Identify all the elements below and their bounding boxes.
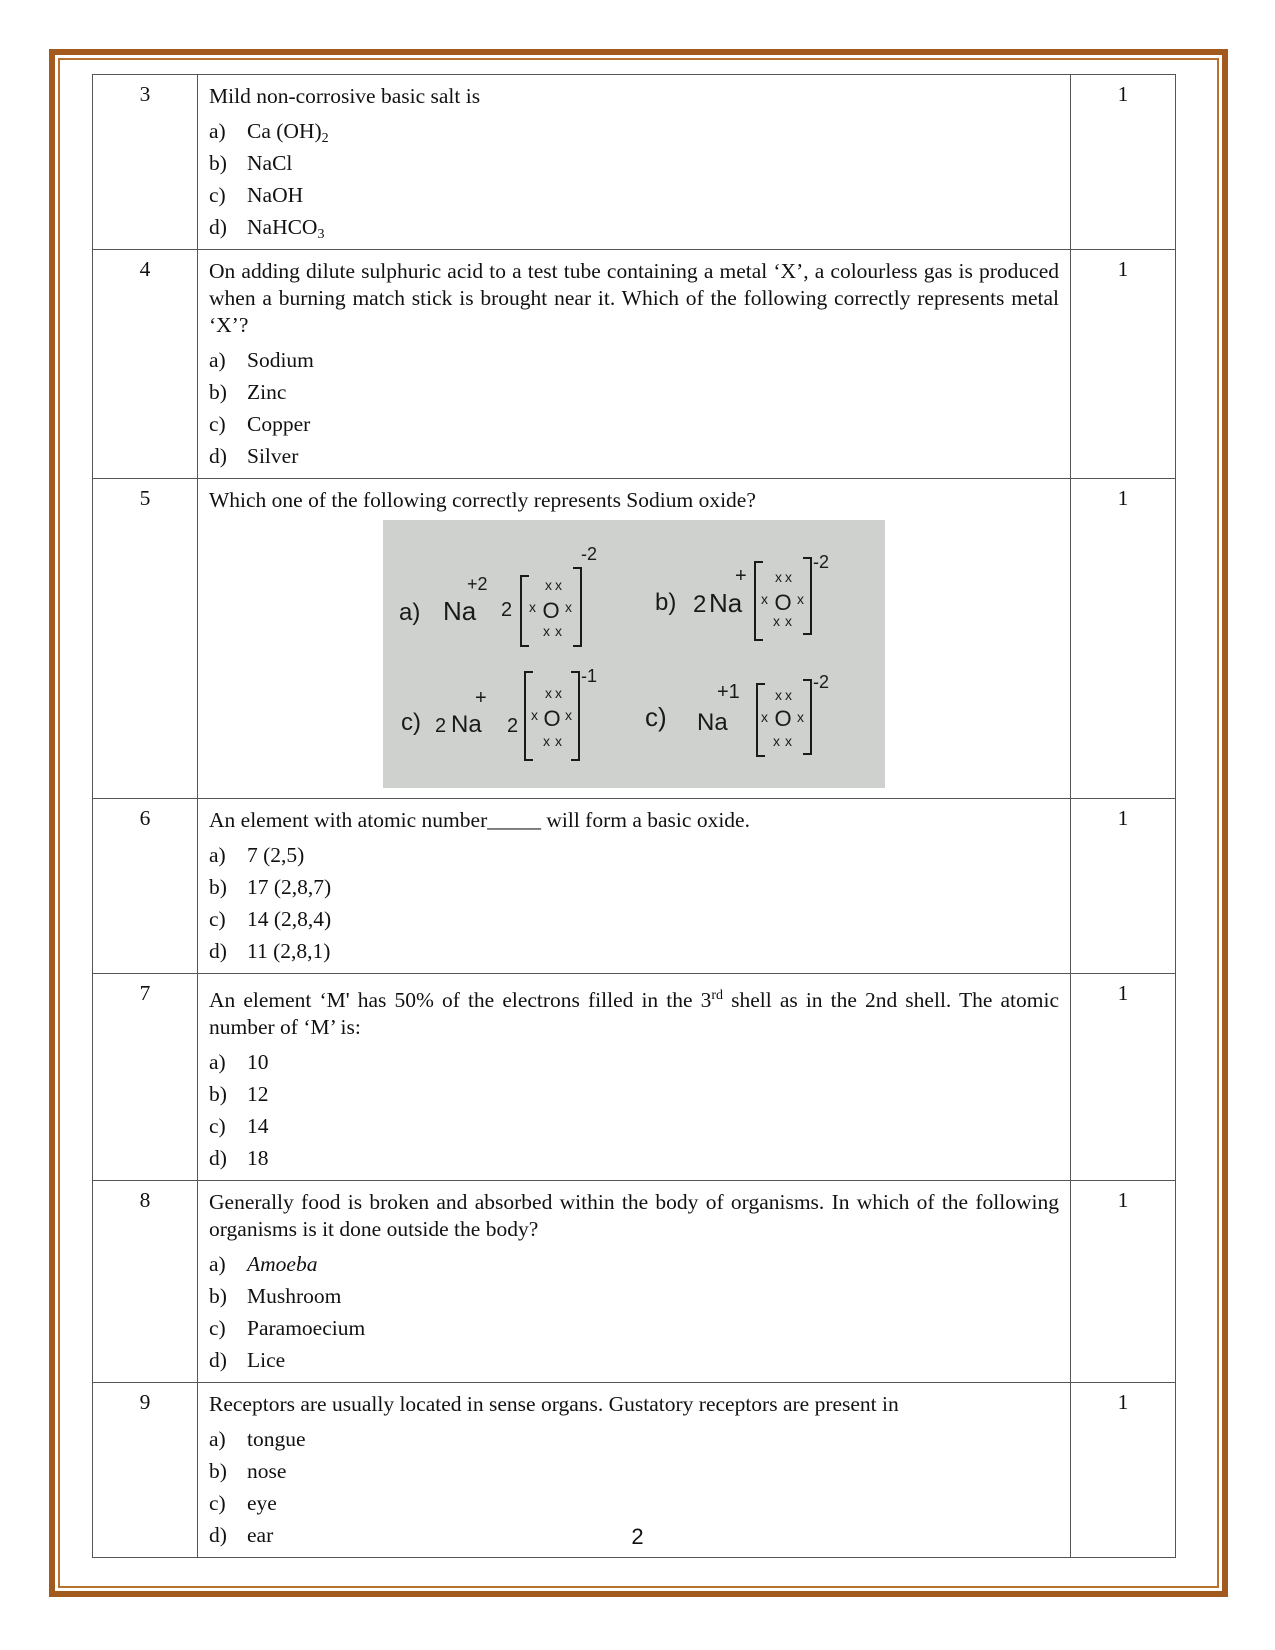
page-number: 2 <box>631 1524 644 1549</box>
option-c: c) Paramoecium <box>209 1316 366 1340</box>
question-row-3 <box>93 75 1176 250</box>
question-row-7 <box>93 974 1176 1181</box>
question-number: 6 <box>93 799 198 974</box>
question-number: 4 <box>93 250 198 479</box>
svg-text:x: x <box>555 733 562 749</box>
svg-text:x: x <box>555 577 562 593</box>
structure-c <box>401 666 597 760</box>
question-number: 5 <box>93 479 198 799</box>
structure-b <box>655 552 829 640</box>
svg-text:x: x <box>531 707 538 723</box>
question-marks: 1 <box>1071 479 1176 799</box>
question-body <box>198 479 1071 799</box>
question-number: 9 <box>93 1383 198 1558</box>
svg-text:-2: -2 <box>581 544 598 564</box>
question-marks: 1 <box>1071 75 1176 250</box>
svg-text:x: x <box>555 623 562 639</box>
svg-text:O: O <box>774 590 792 615</box>
svg-text:+2: +2 <box>467 574 488 594</box>
svg-text:x: x <box>761 709 768 725</box>
question-marks: 1 <box>1071 1181 1176 1383</box>
svg-text:x: x <box>775 687 782 703</box>
option-a: a) 10 <box>209 1050 269 1074</box>
svg-text:2: 2 <box>507 715 519 737</box>
svg-text:x: x <box>545 577 552 593</box>
question-text: Which one of the following correctly represents Sodium oxide? <box>209 488 756 512</box>
question-marks: 1 <box>1071 799 1176 974</box>
question-body <box>198 974 1071 1181</box>
question-row-4 <box>93 250 1176 479</box>
question-row-8 <box>93 1181 1176 1383</box>
question-text: Generally food is broken and absorbed within the body of organisms. In which of the following organisms is it done outside the body? <box>209 1190 1059 1241</box>
svg-text:x: x <box>785 733 792 749</box>
svg-text:x: x <box>785 687 792 703</box>
question-body <box>198 250 1071 479</box>
option-c: c) eye <box>209 1491 277 1515</box>
option-b: b) NaCl <box>209 151 293 175</box>
question-number: 8 <box>93 1181 198 1383</box>
option-a: a) tongue <box>209 1427 306 1451</box>
option-c: c) 14 <box>209 1114 269 1138</box>
svg-text:x: x <box>773 733 780 749</box>
svg-text:x: x <box>797 591 804 607</box>
svg-text:x: x <box>543 623 550 639</box>
option-d: d) Silver <box>209 444 299 468</box>
question-text: On adding dilute sulphuric acid to a test tube containing a metal ‘X’, a colourless gas is produced when a burning match stick is brought near it. Which of the following correctly represents metal ‘X’? <box>209 259 1059 337</box>
svg-text:-1: -1 <box>581 666 598 686</box>
option-a: a) Sodium <box>209 348 314 372</box>
option-b: b) nose <box>209 1459 287 1483</box>
option-a: a) Ca $(OH)_2$ <box>209 119 329 146</box>
svg-text:O: O <box>543 706 561 731</box>
svg-text:Na: Na <box>709 588 743 618</box>
question-row-5 <box>93 479 1176 799</box>
question-text: An element ‘M' has 50% of the electrons filled in the 3rd shell as in the 2nd shell. The atomic number of ‘M’ is: <box>209 988 1060 1039</box>
svg-text:x: x <box>555 685 562 701</box>
question-number: 7 <box>93 974 198 1181</box>
question-marks: 1 <box>1071 974 1176 1181</box>
svg-text:x: x <box>797 709 804 725</box>
svg-text:b): b) <box>655 589 677 616</box>
svg-text:x: x <box>773 613 780 629</box>
svg-text:-2: -2 <box>813 552 830 572</box>
svg-text:Na: Na <box>443 596 477 626</box>
question-body <box>198 75 1071 250</box>
svg-text:a): a) <box>399 599 421 626</box>
question-marks: 1 <box>1071 250 1176 479</box>
svg-text:x: x <box>529 599 536 615</box>
svg-text:2: 2 <box>501 599 513 621</box>
option-c: c) Copper <box>209 412 311 436</box>
svg-text:x: x <box>775 569 782 585</box>
question-text: Receptors are usually located in sense organs. Gustatory receptors are present in <box>209 1392 899 1416</box>
svg-text:x: x <box>761 591 768 607</box>
question-marks: 1 <box>1071 1383 1176 1558</box>
option-a: a) Amoeba <box>209 1252 318 1276</box>
svg-text:2: 2 <box>693 591 707 618</box>
question-body <box>198 1181 1071 1383</box>
svg-text:x: x <box>545 685 552 701</box>
structure-d <box>645 672 829 756</box>
svg-text:x: x <box>785 569 792 585</box>
option-b: b) 17 (2,8,7) <box>209 875 332 899</box>
svg-text:2: 2 <box>435 715 447 737</box>
svg-text:x: x <box>543 733 550 749</box>
question-number: 3 <box>93 75 198 250</box>
option-d: d) 18 <box>209 1146 269 1170</box>
svg-text:x: x <box>565 599 572 615</box>
option-d: d) ear <box>209 1523 274 1547</box>
option-b: b) 12 <box>209 1082 269 1106</box>
option-c: c) NaOH <box>209 183 304 207</box>
sodium-oxide-structures-figure <box>383 520 885 788</box>
svg-text:+1: +1 <box>717 681 740 703</box>
option-d: d) Lice <box>209 1348 286 1372</box>
svg-text:x: x <box>565 707 572 723</box>
option-d: d) 11 (2,8,1) <box>209 939 331 963</box>
option-b: b) Zinc <box>209 380 287 404</box>
question-text: An element with atomic number_____ will form a basic oxide. <box>209 808 750 832</box>
svg-text:Na: Na <box>451 711 482 738</box>
question-row-6 <box>93 799 1176 974</box>
option-a: a) 7 (2,5) <box>209 843 305 867</box>
svg-text:x: x <box>785 613 792 629</box>
question-table <box>92 74 1176 1558</box>
question-text: Mild non-corrosive basic salt is <box>209 84 481 108</box>
structure-a <box>399 544 597 646</box>
svg-text:O: O <box>774 706 792 731</box>
svg-text:+: + <box>475 687 487 709</box>
svg-text:-2: -2 <box>813 672 830 692</box>
svg-text:O: O <box>542 598 560 623</box>
option-b: b) Mushroom <box>209 1284 342 1308</box>
svg-text:+: + <box>735 565 747 587</box>
option-d: d) NaHCO$_3$ <box>209 215 325 242</box>
svg-text:Na: Na <box>697 709 728 736</box>
svg-text:c): c) <box>645 702 667 732</box>
option-c: c) 14 (2,8,4) <box>209 907 332 931</box>
svg-text:c): c) <box>401 709 421 736</box>
question-body <box>198 799 1071 974</box>
